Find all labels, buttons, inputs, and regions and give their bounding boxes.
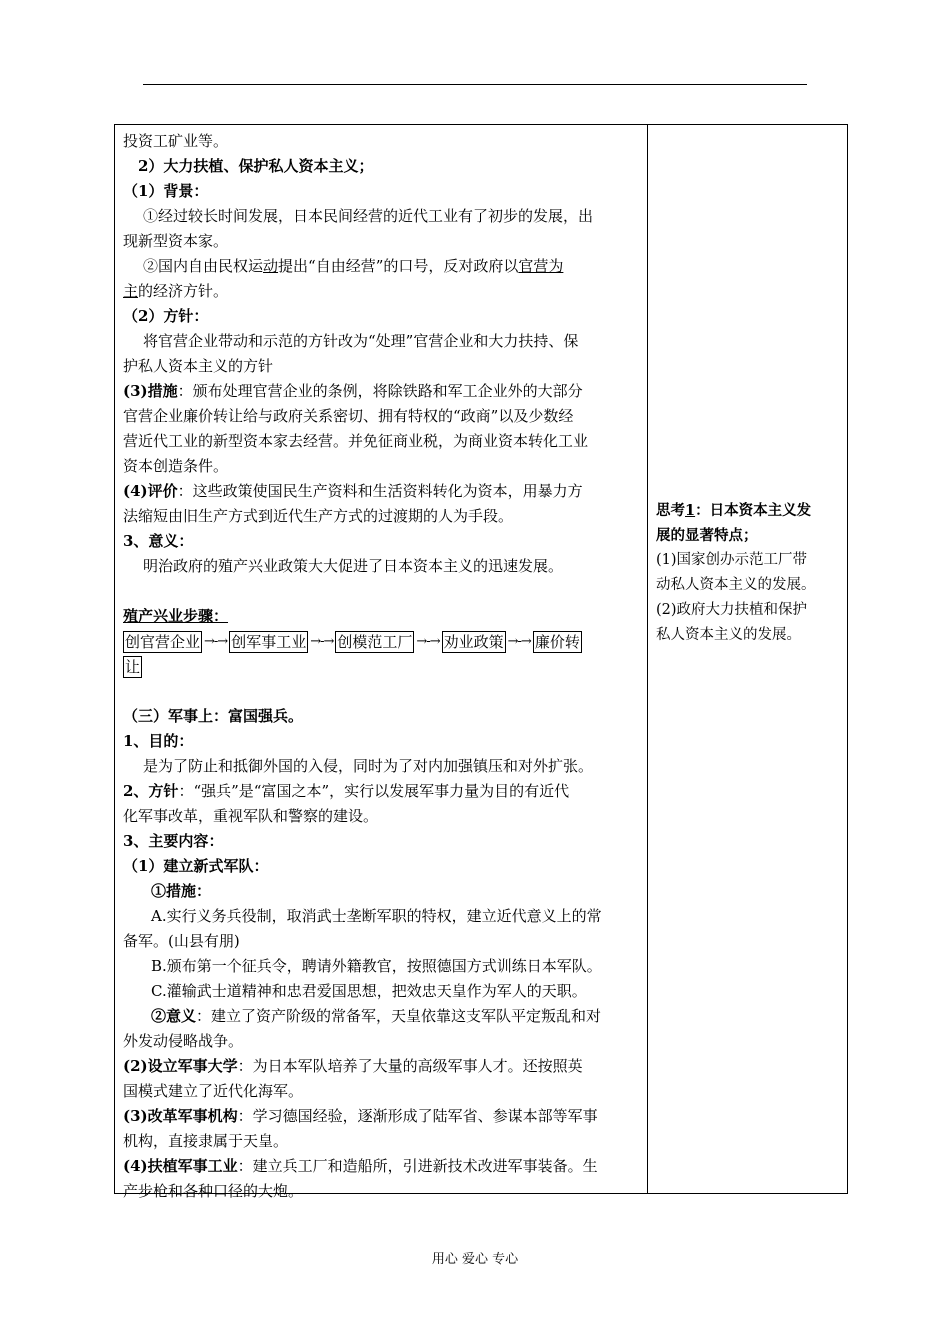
text-span: ：建立了资产阶级的常备军，天皇依靠这支军队平定叛乱和对 — [196, 1007, 602, 1025]
note-line: (2)政府大力扶植和保护 — [656, 602, 808, 618]
text-line: C.灌输武士道精神和忠君爱国思想，把效忠天皇作为军人的天职。 — [151, 982, 587, 1000]
text-line: 资本创造条件。 — [123, 457, 229, 475]
label: (4)评价 — [123, 482, 178, 500]
arrow-icon: →-→ — [416, 633, 440, 649]
text-span: ：颁布处理官营企业的条例，将除铁路和军工企业外的大部分 — [177, 382, 583, 400]
text-line — [123, 1154, 641, 1179]
text-line: 官营企业廉价转让给与政府关系密切、拥有特权的“政商”以及少数经 — [123, 407, 574, 425]
underlined-text: 1 — [685, 502, 696, 519]
text-line: 备军。(山县有朋) — [123, 932, 240, 950]
text-line — [123, 279, 641, 304]
content-table — [114, 124, 848, 1200]
text-span: ：日本资本主义发 — [695, 502, 812, 519]
label: (3)措施 — [123, 382, 178, 400]
page-footer: 用心 爱心 专心 — [431, 1252, 519, 1267]
text-line — [123, 779, 641, 804]
text-span: ：建立兵工厂和造船所，引进新技术改进军事装备。生 — [237, 1157, 598, 1175]
sub-heading: （2）方针： — [123, 307, 209, 325]
header-rule — [143, 84, 807, 85]
text-line: 将官营企业带动和示范的方针改为“处理”官营企业和大力扶持、保 — [143, 332, 579, 350]
main-column — [123, 129, 641, 1204]
text-line: 法缩短由旧生产方式到近代生产方式的过渡期的人为手段。 — [123, 507, 514, 525]
text-line — [123, 254, 641, 279]
sub-heading: 3、意义： — [123, 532, 194, 550]
step-box: 廉价转 — [534, 632, 580, 651]
underlined-text: 官营为 — [518, 257, 564, 275]
text-line: 明治政府的殖产兴业政策大大促进了日本资本主义的迅速发展。 — [143, 557, 564, 575]
text-line: 机构，直接隶属于天皇。 — [123, 1132, 289, 1150]
section-heading: 2）大力扶植、保护私人资本主义； — [138, 157, 374, 175]
arrow-icon: →-→ — [204, 633, 228, 649]
steps-flow-cont — [123, 654, 641, 679]
text-line: 是为了防止和抵御外国的入侵，同时为了对内加强镇压和对外扩张。 — [143, 757, 594, 775]
text-line: 产步枪和各种口径的大炮。 — [123, 1182, 304, 1200]
underlined-text: 主 — [123, 282, 139, 300]
steps-title: 殖产兴业步骤： — [123, 607, 229, 625]
text-span: ②国内自由民权运 — [143, 257, 264, 275]
text-span: ：这些政策使国民生产资料和生活资料转化为资本，用暴力方 — [177, 482, 583, 500]
think-heading — [656, 498, 842, 523]
text-line — [123, 479, 641, 504]
text-line: 国模式建立了近代化海军。 — [123, 1082, 304, 1100]
text-line: B.颁布第一个征兵令，聘请外籍教官，按照德国方式训练日本军队。 — [151, 957, 602, 975]
section-heading: （三）军事上：富国强兵。 — [123, 707, 304, 725]
steps-flow — [123, 629, 641, 654]
arrow-icon: →-→ — [507, 633, 531, 649]
text-line: 投资工矿业等。 — [123, 132, 229, 150]
step-box: 创官营企业 — [125, 632, 201, 651]
text-line — [123, 1004, 641, 1029]
text-line: 营近代工业的新型资本家去经营。并免征商业税，为商业资本转化工业 — [123, 432, 589, 450]
notes-column — [656, 498, 842, 648]
step-box: 让 — [125, 657, 141, 676]
note-line: (1)国家创办示范工厂带 — [656, 552, 808, 568]
note-line: 动私人资本主义的发展。 — [656, 577, 816, 593]
sub-heading: ①措施： — [151, 882, 212, 900]
label: 2、方针 — [123, 782, 179, 800]
label: (2)设立军事大学 — [123, 1057, 238, 1075]
column-divider — [647, 125, 648, 1193]
text-line: 现新型资本家。 — [123, 232, 229, 250]
text-span: 的经济方针。 — [138, 282, 229, 300]
sub-heading: 1、目的： — [123, 732, 194, 750]
note-line: 私人资本主义的发展。 — [656, 627, 801, 643]
text-span: 思考 — [656, 502, 685, 519]
text-line: A.实行义务兵役制，取消武士垄断军职的特权，建立近代意义上的常 — [151, 907, 602, 925]
sub-heading: 3、主要内容： — [123, 832, 224, 850]
text-line: 化军事改革，重视军队和警察的建设。 — [123, 807, 379, 825]
label: (4)扶植军事工业 — [123, 1157, 238, 1175]
label: ②意义 — [151, 1007, 197, 1025]
step-box: 创军事工业 — [231, 632, 307, 651]
text-line — [123, 1054, 641, 1079]
step-box: 创模范工厂 — [337, 632, 413, 651]
text-line: 外发动侵略战争。 — [123, 1032, 244, 1050]
arrow-icon: →-→ — [310, 633, 334, 649]
text-line — [123, 1104, 641, 1129]
text-span: ：“强兵”是“富国之本”，实行以发展军事力量为目的有近代 — [178, 782, 570, 800]
underlined-text: 动 — [263, 257, 279, 275]
text-span: ：为日本军队培养了大量的高级军事人才。还按照英 — [237, 1057, 583, 1075]
think-heading: 展的显著特点； — [656, 527, 758, 544]
text-line: ①经过较长时间发展，日本民间经营的近代工业有了初步的发展，出 — [143, 207, 594, 225]
text-line — [123, 379, 641, 404]
text-span: 提出“自由经营”的口号，反对政府以 — [278, 257, 519, 275]
sub-heading: （1）建立新式军队： — [123, 857, 269, 875]
sub-heading: （1）背景： — [123, 182, 209, 200]
text-line: 护私人资本主义的方针 — [123, 357, 274, 375]
text-span: ：学习德国经验，逐渐形成了陆军省、参谋本部等军事 — [237, 1107, 598, 1125]
label: (3)改革军事机构 — [123, 1107, 238, 1125]
step-box: 劝业政策 — [443, 632, 504, 651]
